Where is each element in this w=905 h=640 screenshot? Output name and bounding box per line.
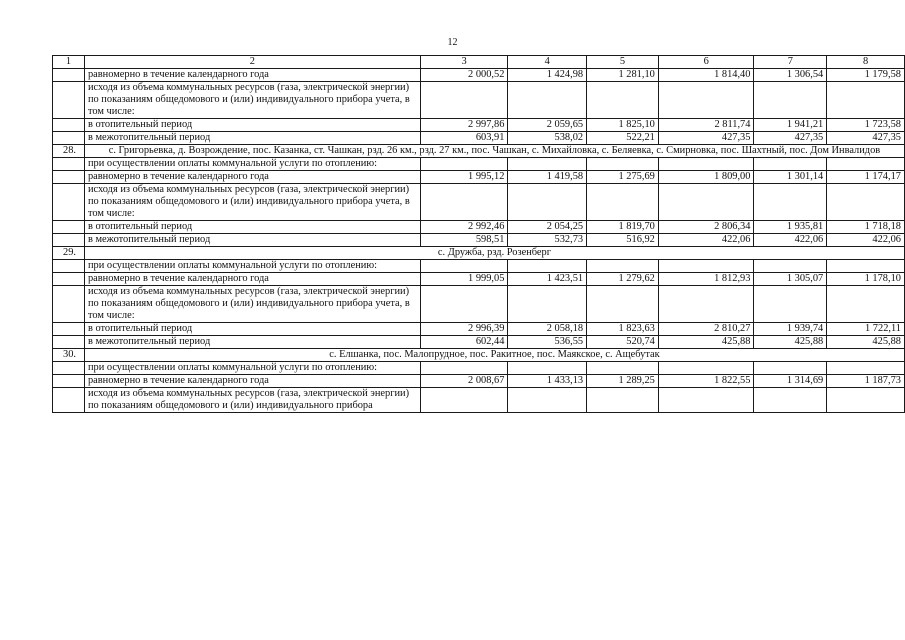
value-cell: 427,35 — [754, 132, 827, 145]
value-cell — [827, 286, 905, 323]
index-cell — [53, 171, 85, 184]
value-cell — [827, 362, 905, 375]
index-cell — [53, 388, 85, 413]
value-cell — [420, 82, 508, 119]
value-cell: 1 187,73 — [827, 375, 905, 388]
column-header: 5 — [587, 56, 659, 69]
value-cell: 532,73 — [508, 234, 587, 247]
value-cell: 422,06 — [827, 234, 905, 247]
row-label: исходя из объема коммунальных ресурсов (газа, электрической энергии) по показаниям общедомового и (или) индивидуального прибора учета, в том числе: — [84, 82, 420, 119]
section-row — [53, 247, 905, 260]
value-cell: 1 279,62 — [587, 273, 659, 286]
table-row — [53, 323, 905, 336]
table-row — [53, 234, 905, 247]
index-cell — [53, 132, 85, 145]
row-label: равномерно в течение календарного года — [84, 69, 420, 82]
table-row — [53, 184, 905, 221]
value-cell: 2 058,18 — [508, 323, 587, 336]
row-label: равномерно в течение календарного года — [84, 171, 420, 184]
value-cell: 2 992,46 — [420, 221, 508, 234]
row-label: при осуществлении оплаты коммунальной услуги по отоплению: — [84, 260, 420, 273]
value-cell — [420, 388, 508, 413]
section-location: с. Дружба, рзд. Розенберг — [84, 247, 904, 260]
value-cell: 1 174,17 — [827, 171, 905, 184]
value-cell: 2 008,67 — [420, 375, 508, 388]
value-cell — [587, 388, 659, 413]
page-number: 12 — [447, 37, 458, 48]
row-label: в межотопительный период — [84, 234, 420, 247]
value-cell — [508, 362, 587, 375]
value-cell — [827, 82, 905, 119]
column-header: 7 — [754, 56, 827, 69]
row-label: при осуществлении оплаты коммунальной услуги по отоплению: — [84, 362, 420, 375]
index-cell — [53, 286, 85, 323]
row-label: равномерно в течение календарного года — [84, 375, 420, 388]
index-cell — [53, 336, 85, 349]
value-cell — [658, 184, 754, 221]
table-row — [53, 388, 905, 413]
index-cell — [53, 260, 85, 273]
value-cell: 427,35 — [658, 132, 754, 145]
value-cell: 1 314,69 — [754, 375, 827, 388]
value-cell: 1 809,00 — [658, 171, 754, 184]
value-cell: 598,51 — [420, 234, 508, 247]
value-cell: 520,74 — [587, 336, 659, 349]
table-row — [53, 273, 905, 286]
value-cell — [508, 82, 587, 119]
value-cell — [508, 286, 587, 323]
index-cell — [53, 158, 85, 171]
column-header: 8 — [827, 56, 905, 69]
value-cell: 2 000,52 — [420, 69, 508, 82]
value-cell: 522,21 — [587, 132, 659, 145]
section-location: с. Григорьевка, д. Возрождение, пос. Казанка, ст. Чашкан, рзд. 26 км., рзд. 27 км., пос. Чашкан, с. Михайловка, с. Беляевка, с. Смирновка, пос. Шахтный, пос. Дом Инвалидов — [84, 145, 904, 158]
table-row — [53, 362, 905, 375]
value-cell — [508, 388, 587, 413]
value-cell: 603,91 — [420, 132, 508, 145]
value-cell — [420, 286, 508, 323]
column-header: 4 — [508, 56, 587, 69]
index-cell — [53, 234, 85, 247]
value-cell: 1 941,21 — [754, 119, 827, 132]
table-row — [53, 260, 905, 273]
section-index: 30. — [53, 349, 85, 362]
value-cell — [587, 184, 659, 221]
value-cell: 1 289,25 — [587, 375, 659, 388]
value-cell: 2 806,34 — [658, 221, 754, 234]
value-cell — [420, 158, 508, 171]
column-header: 3 — [420, 56, 508, 69]
value-cell: 538,02 — [508, 132, 587, 145]
section-row — [53, 349, 905, 362]
column-header: 1 — [53, 56, 85, 69]
value-cell: 1 995,12 — [420, 171, 508, 184]
value-cell — [827, 158, 905, 171]
value-cell: 1 433,13 — [508, 375, 587, 388]
value-cell — [658, 260, 754, 273]
tariff-table — [52, 55, 905, 413]
value-cell — [420, 260, 508, 273]
value-cell — [754, 260, 827, 273]
value-cell: 1 819,70 — [587, 221, 659, 234]
value-cell: 427,35 — [827, 132, 905, 145]
value-cell — [508, 260, 587, 273]
value-cell — [658, 158, 754, 171]
row-label: в межотопительный период — [84, 336, 420, 349]
value-cell: 422,06 — [754, 234, 827, 247]
index-cell — [53, 323, 85, 336]
value-cell: 516,92 — [587, 234, 659, 247]
value-cell — [420, 362, 508, 375]
value-cell: 422,06 — [658, 234, 754, 247]
index-cell — [53, 362, 85, 375]
value-cell — [587, 82, 659, 119]
table-row — [53, 171, 905, 184]
value-cell — [508, 158, 587, 171]
value-cell: 1 814,40 — [658, 69, 754, 82]
section-row — [53, 145, 905, 158]
value-cell: 602,44 — [420, 336, 508, 349]
index-cell — [53, 184, 85, 221]
value-cell — [658, 362, 754, 375]
value-cell — [827, 184, 905, 221]
value-cell: 2 810,27 — [658, 323, 754, 336]
value-cell — [754, 388, 827, 413]
table-row — [53, 336, 905, 349]
row-label: в межотопительный период — [84, 132, 420, 145]
section-location: с. Елшанка, пос. Малопрудное, пос. Ракитное, пос. Маякское, с. Ащебутак — [84, 349, 904, 362]
table-row — [53, 132, 905, 145]
value-cell: 2 997,86 — [420, 119, 508, 132]
value-cell — [754, 184, 827, 221]
row-label: в отопительный период — [84, 119, 420, 132]
value-cell — [827, 260, 905, 273]
value-cell: 2 059,65 — [508, 119, 587, 132]
table-row — [53, 119, 905, 132]
value-cell — [658, 82, 754, 119]
row-label: исходя из объема коммунальных ресурсов (газа, электрической энергии) по показаниям общедомового и (или) индивидуального прибора — [84, 388, 420, 413]
value-cell: 2 811,74 — [658, 119, 754, 132]
value-cell — [587, 158, 659, 171]
table-row — [53, 221, 905, 234]
value-cell: 1 723,58 — [827, 119, 905, 132]
column-header: 6 — [658, 56, 754, 69]
value-cell — [420, 184, 508, 221]
value-cell — [587, 362, 659, 375]
value-cell: 1 823,63 — [587, 323, 659, 336]
value-cell — [587, 260, 659, 273]
value-cell: 2 996,39 — [420, 323, 508, 336]
value-cell — [508, 184, 587, 221]
value-cell: 1 275,69 — [587, 171, 659, 184]
value-cell: 1 822,55 — [658, 375, 754, 388]
value-cell: 425,88 — [658, 336, 754, 349]
value-cell: 1 935,81 — [754, 221, 827, 234]
value-cell: 1 301,14 — [754, 171, 827, 184]
value-cell: 425,88 — [827, 336, 905, 349]
section-index: 28. — [53, 145, 85, 158]
value-cell: 425,88 — [754, 336, 827, 349]
index-cell — [53, 221, 85, 234]
table-row — [53, 375, 905, 388]
column-header: 2 — [84, 56, 420, 69]
value-cell — [754, 82, 827, 119]
value-cell — [754, 286, 827, 323]
value-cell: 1 179,58 — [827, 69, 905, 82]
row-label: при осуществлении оплаты коммунальной услуги по отоплению: — [84, 158, 420, 171]
value-cell: 1 281,10 — [587, 69, 659, 82]
table-row — [53, 286, 905, 323]
table-row — [53, 69, 905, 82]
value-cell — [754, 362, 827, 375]
row-label: в отопительный период — [84, 221, 420, 234]
value-cell: 1 424,98 — [508, 69, 587, 82]
index-cell — [53, 82, 85, 119]
index-cell — [53, 119, 85, 132]
row-label: исходя из объема коммунальных ресурсов (газа, электрической энергии) по показаниям общедомового и (или) индивидуального прибора учета, в том числе: — [84, 286, 420, 323]
index-cell — [53, 273, 85, 286]
value-cell — [658, 388, 754, 413]
value-cell: 536,55 — [508, 336, 587, 349]
value-cell: 1 419,58 — [508, 171, 587, 184]
header-row — [53, 56, 905, 69]
value-cell — [754, 158, 827, 171]
index-cell — [53, 69, 85, 82]
value-cell: 1 812,93 — [658, 273, 754, 286]
value-cell — [658, 286, 754, 323]
section-index: 29. — [53, 247, 85, 260]
table-row — [53, 158, 905, 171]
value-cell: 1 939,74 — [754, 323, 827, 336]
row-label: равномерно в течение календарного года — [84, 273, 420, 286]
table-row — [53, 82, 905, 119]
row-label: исходя из объема коммунальных ресурсов (газа, электрической энергии) по показаниям общедомового и (или) индивидуального прибора учета, в том числе: — [84, 184, 420, 221]
value-cell: 1 423,51 — [508, 273, 587, 286]
value-cell — [587, 286, 659, 323]
value-cell: 1 825,10 — [587, 119, 659, 132]
value-cell: 1 306,54 — [754, 69, 827, 82]
value-cell: 1 722,11 — [827, 323, 905, 336]
value-cell: 1 178,10 — [827, 273, 905, 286]
value-cell: 1 999,05 — [420, 273, 508, 286]
value-cell: 1 305,07 — [754, 273, 827, 286]
row-label: в отопительный период — [84, 323, 420, 336]
value-cell: 1 718,18 — [827, 221, 905, 234]
index-cell — [53, 375, 85, 388]
value-cell: 2 054,25 — [508, 221, 587, 234]
table-body — [53, 56, 905, 413]
value-cell — [827, 388, 905, 413]
